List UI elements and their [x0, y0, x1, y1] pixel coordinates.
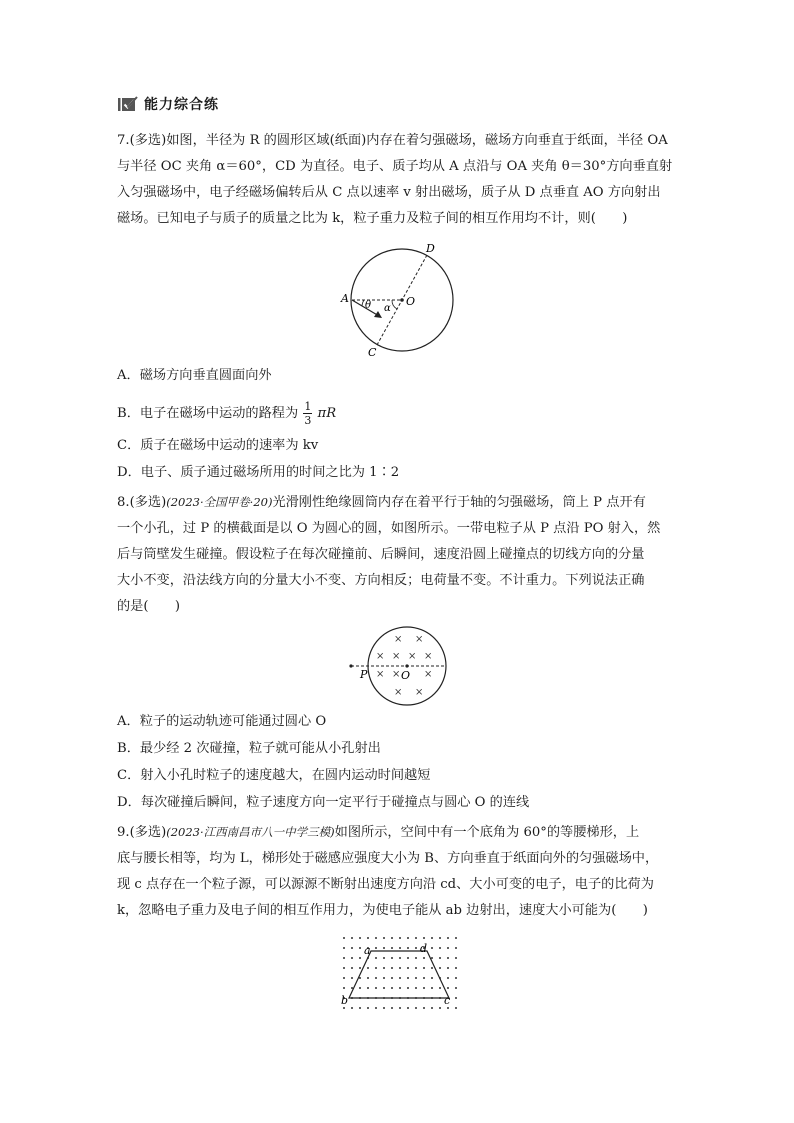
field-dot — [447, 1007, 449, 1009]
label-d: d — [420, 942, 428, 955]
label-A: A — [341, 292, 349, 305]
field-dot — [407, 977, 409, 979]
q7-stem-line: 入匀强磁场中，电子经磁场偏转后从 C 点以速率 v 射出磁场，质子从 D 点垂直 AO 方向射出 — [117, 185, 661, 200]
field-dot — [359, 967, 361, 969]
field-dot — [391, 987, 393, 989]
field-dot — [343, 1007, 345, 1009]
field-dot — [383, 977, 385, 979]
field-dot — [343, 967, 345, 969]
q8-stem-line: 的是( ) — [117, 599, 181, 614]
field-dot — [351, 977, 353, 979]
label-O: O — [401, 669, 411, 682]
q9-source: (2023·江西南昌市八一中学三模) — [166, 825, 335, 839]
field-dot — [423, 967, 425, 969]
field-dot — [343, 937, 345, 939]
label-c: c — [444, 994, 451, 1007]
field-dot — [351, 957, 353, 959]
q7-option-d: D．电子、质子通过磁场所用的时间之比为 1∶2 — [117, 465, 400, 480]
field-dot — [447, 957, 449, 959]
field-dot — [447, 937, 449, 939]
section-header — [117, 94, 219, 114]
field-dot — [455, 947, 457, 949]
label-P: P — [360, 668, 368, 681]
q7-stem-line: 7.(多选)如图，半径为 R 的圆形区域(纸面)内存在着匀强磁场，磁场方向垂直于纸面，半径 OA — [117, 133, 668, 148]
field-dot — [455, 977, 457, 979]
q9-prefix: 9.(多选) — [117, 825, 167, 840]
field-dot — [367, 967, 369, 969]
field-dot — [447, 967, 449, 969]
field-dot — [375, 977, 377, 979]
field-dot — [351, 937, 353, 939]
q8-stem-line: 后与筒壁发生碰撞。假设粒子在每次碰撞前、后瞬间，速度沿圆上碰撞点的切线方向的分量 — [117, 547, 645, 562]
cross-mark: × — [424, 651, 433, 662]
q7-option-b-suffix: πR — [317, 406, 337, 421]
q8-option-a: A．粒子的运动轨迹可能通过圆心 O — [117, 714, 327, 729]
field-dot — [351, 1007, 353, 1009]
field-dot — [431, 947, 433, 949]
fraction — [303, 400, 312, 427]
field-dot — [391, 957, 393, 959]
q8-stem-line: 一个小孔，过 P 的横截面是以 O 为圆心的圆，如图所示。一带电粒子从 P 点沿 PO 射入，然 — [117, 521, 661, 536]
field-dot — [439, 967, 441, 969]
checkbox-icon — [117, 95, 139, 113]
q7-stem-line: 与半径 OC 夹角 α＝60°，CD 为直径。电子、质子均从 A 点沿与 OA 夹角 θ＝30°方向垂直射 — [117, 159, 673, 174]
field-dot — [359, 947, 361, 949]
field-dot — [391, 947, 393, 949]
cross-mark: × — [376, 651, 385, 662]
q7-option-c: C．质子在磁场中运动的速率为 kv — [117, 438, 319, 453]
field-dot — [455, 1007, 457, 1009]
q8-option-c: C．射入小孔时粒子的速度越大，在圆内运动时间越短 — [117, 768, 431, 783]
field-dot — [399, 947, 401, 949]
field-dot — [383, 987, 385, 989]
field-dot — [407, 967, 409, 969]
q9-stem-line: 底与腰长相等，均为 L，梯形处于磁感应强度大小为 B、方向垂直于纸面向外的匀强磁场中， — [117, 851, 659, 866]
label-C: C — [368, 346, 377, 359]
field-dot — [455, 967, 457, 969]
cross-mark: × — [392, 669, 401, 680]
field-dot — [359, 1007, 361, 1009]
q7-option-b-text: B．电子在磁场中运动的路程为 — [117, 406, 299, 421]
label-a: a — [364, 944, 371, 957]
field-dot — [375, 947, 377, 949]
field-dot — [431, 1007, 433, 1009]
field-dot — [343, 987, 345, 989]
field-dot — [375, 957, 377, 959]
q8-source: (2023·全国甲卷·20) — [166, 495, 273, 509]
field-dot — [367, 977, 369, 979]
cross-mark: × — [415, 687, 424, 698]
cross-mark: × — [424, 669, 433, 680]
q8-option-b: B．最少经 2 次碰撞，粒子就可能从小孔射出 — [117, 741, 381, 756]
q8-stem-line: 大小不变，沿法线方向的分量大小不变、方向相反；电荷量不变。不计重力。下列说法正确 — [117, 573, 645, 588]
field-dot — [431, 967, 433, 969]
label-D: D — [426, 242, 435, 255]
q7-option-a: A．磁场方向垂直圆面向外 — [117, 368, 272, 383]
field-dot — [447, 947, 449, 949]
field-dot — [375, 1007, 377, 1009]
field-dot — [367, 937, 369, 939]
field-dot — [439, 1007, 441, 1009]
field-dot — [351, 967, 353, 969]
field-dot — [423, 957, 425, 959]
q7-option-b — [117, 400, 336, 427]
cross-mark: × — [415, 634, 424, 645]
fraction-numerator: 1 — [304, 400, 312, 413]
field-dot — [407, 1007, 409, 1009]
field-dot — [439, 947, 441, 949]
field-dot — [423, 1007, 425, 1009]
field-dot — [375, 987, 377, 989]
field-dot — [455, 997, 457, 999]
field-dot — [391, 937, 393, 939]
field-dot — [455, 987, 457, 989]
label-b: b — [341, 994, 349, 1007]
question-7-stem — [117, 128, 677, 232]
question-9-stem — [117, 819, 677, 924]
q8-stem-line-1 — [117, 489, 677, 516]
label-alpha: α — [384, 303, 391, 314]
section-title: 能力综合练 — [144, 97, 219, 113]
field-dot — [367, 987, 369, 989]
field-dot — [431, 937, 433, 939]
fraction-denominator: 3 — [304, 414, 312, 427]
field-dot — [383, 967, 385, 969]
q7-stem-line: 磁场。已知电子与质子的质量之比为 k，粒子重力及粒子间的相互作用均不计，则( ) — [117, 211, 628, 226]
question-8-stem — [117, 489, 677, 620]
field-dot — [439, 987, 441, 989]
field-dot — [407, 937, 409, 939]
label-theta: θ — [365, 300, 372, 311]
field-dot — [415, 937, 417, 939]
field-dot — [359, 987, 361, 989]
field-dot — [415, 1007, 417, 1009]
field-dot — [439, 937, 441, 939]
q8-line1-rest: 光滑刚性绝缘圆筒内存在着平行于轴的匀强磁场，筒上 P 点开有 — [272, 495, 646, 510]
field-dot — [383, 937, 385, 939]
field-dot — [447, 977, 449, 979]
field-dot — [391, 1007, 393, 1009]
field-dot — [407, 957, 409, 959]
q9-trapezoid-figure — [338, 932, 462, 1016]
label-O: O — [406, 295, 416, 308]
field-dot — [359, 937, 361, 939]
cross-mark: × — [394, 634, 403, 645]
q7-circle-figure — [335, 238, 465, 362]
field-dot — [415, 987, 417, 989]
field-dot — [391, 967, 393, 969]
field-dot — [359, 957, 361, 959]
field-dot — [423, 937, 425, 939]
field-dot — [383, 947, 385, 949]
field-dot — [399, 957, 401, 959]
field-dot — [431, 977, 433, 979]
field-dot — [415, 947, 417, 949]
field-dot — [399, 977, 401, 979]
q9-stem-line: k，忽略电子重力及电子间的相互作用力，为使电子能从 ab 边射出，速度大小可能为( ) — [117, 903, 648, 918]
field-dot — [407, 987, 409, 989]
q8-prefix: 8.(多选) — [117, 495, 167, 510]
field-dot — [367, 1007, 369, 1009]
field-dot — [343, 977, 345, 979]
field-dot — [383, 1007, 385, 1009]
cross-mark: × — [376, 669, 385, 680]
field-dot — [351, 947, 353, 949]
field-dot — [431, 957, 433, 959]
field-dot — [375, 937, 377, 939]
field-dot — [399, 1007, 401, 1009]
q9-stem-line-1 — [117, 819, 677, 846]
field-dot — [423, 987, 425, 989]
cross-mark: × — [392, 651, 401, 662]
cross-mark: × — [408, 651, 417, 662]
field-dot — [407, 947, 409, 949]
field-dot — [399, 937, 401, 939]
cross-mark: × — [394, 687, 403, 698]
field-dot — [383, 957, 385, 959]
field-dot — [399, 967, 401, 969]
field-dot — [391, 977, 393, 979]
field-dot — [343, 947, 345, 949]
field-dot — [447, 987, 449, 989]
field-dot — [375, 967, 377, 969]
field-dot — [431, 987, 433, 989]
field-dot — [415, 957, 417, 959]
q8-option-d: D．每次碰撞后瞬间，粒子速度方向一定平行于碰撞点与圆心 O 的连线 — [117, 795, 530, 810]
field-dot — [423, 977, 425, 979]
field-dot — [415, 977, 417, 979]
field-dot — [455, 957, 457, 959]
field-dot — [415, 967, 417, 969]
q9-stem-line: 现 c 点存在一个粒子源，可以源源不断射出速度方向沿 cd、大小可变的电子，电子的比荷为 — [117, 877, 654, 892]
field-dot — [399, 987, 401, 989]
field-dot — [439, 957, 441, 959]
q9-line1-rest: 如图所示，空间中有一个底角为 60°的等腰梯形，上 — [334, 825, 640, 840]
field-dot — [343, 957, 345, 959]
field-dot — [455, 937, 457, 939]
q8-cylinder-figure — [345, 626, 455, 706]
